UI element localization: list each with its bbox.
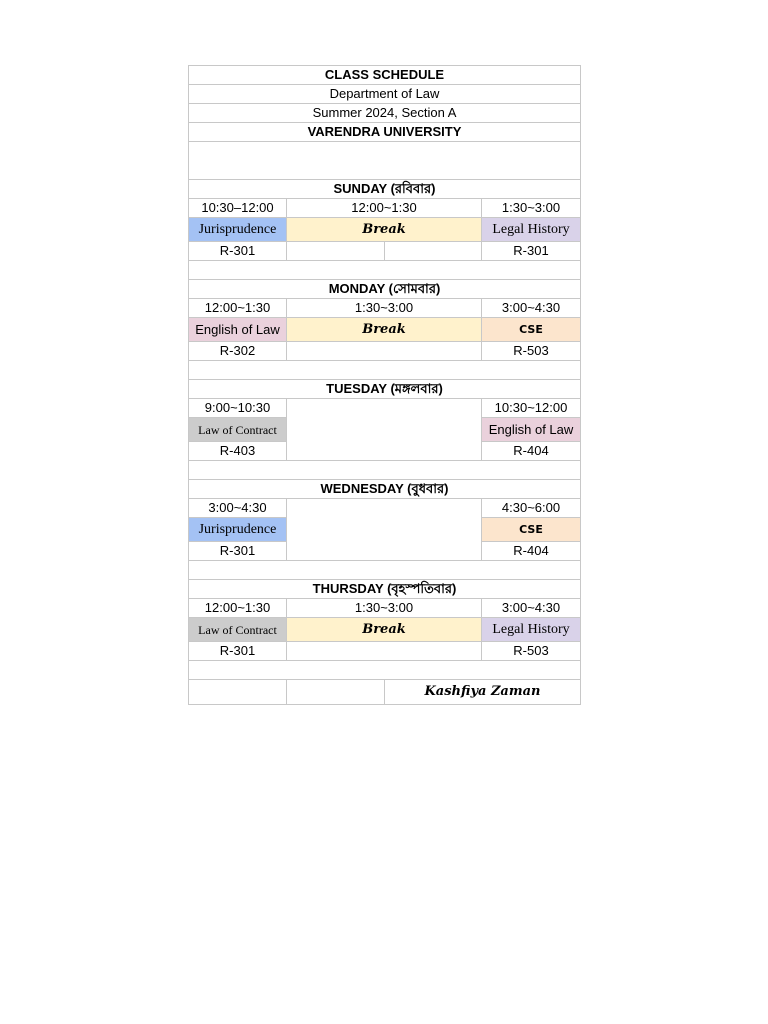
time-slot: 10:30~12:00 bbox=[482, 399, 581, 418]
time-slot: 12:00~1:30 bbox=[189, 299, 287, 318]
spacer-row bbox=[189, 361, 581, 380]
time-slot: 3:00~4:30 bbox=[482, 299, 581, 318]
time-slot: 1:30~3:00 bbox=[287, 299, 482, 318]
time-slot: 3:00~4:30 bbox=[482, 599, 581, 618]
subject-cell-jurisprudence: Jurisprudence bbox=[189, 218, 287, 242]
room-cell: R-301 bbox=[482, 242, 581, 261]
spacer-row bbox=[189, 461, 581, 480]
time-slot: 1:30~3:00 bbox=[287, 599, 482, 618]
day-heading-wednesday: WEDNESDAY (বুধবার) bbox=[189, 480, 581, 499]
time-slot: 3:00~4:30 bbox=[189, 499, 287, 518]
time-slot: 10:30–12:00 bbox=[189, 199, 287, 218]
room-cell: R-301 bbox=[189, 542, 287, 561]
room-cell: R-302 bbox=[189, 342, 287, 361]
subject-cell-english-of-law: English of Law bbox=[189, 318, 287, 342]
subject-cell-law-of-contract: Law of Contract bbox=[189, 618, 287, 642]
time-slot: 1:30~3:00 bbox=[482, 199, 581, 218]
department-name: Department of Law bbox=[189, 85, 581, 104]
subject-cell-legal-history: Legal History bbox=[482, 218, 581, 242]
subject-cell-cse: CSE bbox=[482, 318, 581, 342]
room-cell: R-404 bbox=[482, 542, 581, 561]
empty-block bbox=[287, 399, 482, 461]
break-cell: Break bbox=[287, 218, 482, 242]
room-cell-empty bbox=[287, 242, 385, 261]
time-slot: 4:30~6:00 bbox=[482, 499, 581, 518]
room-cell: R-301 bbox=[189, 642, 287, 661]
room-cell-empty bbox=[385, 242, 482, 261]
break-cell: Break bbox=[287, 318, 482, 342]
room-cell-empty bbox=[287, 642, 482, 661]
room-cell: R-403 bbox=[189, 442, 287, 461]
signature: Kashfiya Zaman bbox=[385, 680, 581, 705]
time-slot: 9:00~10:30 bbox=[189, 399, 287, 418]
subject-cell-english-of-law: English of Law bbox=[482, 418, 581, 442]
subject-cell-jurisprudence: Jurisprudence bbox=[189, 518, 287, 542]
time-slot: 12:00~1:30 bbox=[287, 199, 482, 218]
room-cell-empty bbox=[287, 342, 482, 361]
day-heading-monday: MONDAY (সোমবার) bbox=[189, 280, 581, 299]
subject-cell-law-of-contract: Law of Contract bbox=[189, 418, 287, 442]
blank-row bbox=[189, 142, 581, 180]
day-heading-sunday: SUNDAY (রবিবার) bbox=[189, 180, 581, 199]
day-heading-tuesday: TUESDAY (মঙ্গলবার) bbox=[189, 380, 581, 399]
time-slot: 12:00~1:30 bbox=[189, 599, 287, 618]
spacer-row bbox=[189, 261, 581, 280]
room-cell: R-503 bbox=[482, 642, 581, 661]
room-cell: R-503 bbox=[482, 342, 581, 361]
subject-cell-legal-history: Legal History bbox=[482, 618, 581, 642]
university-name: VARENDRA UNIVERSITY bbox=[189, 123, 581, 142]
spacer-row bbox=[189, 661, 581, 680]
subject-cell-cse: CSE bbox=[482, 518, 581, 542]
signature-blank-cell bbox=[287, 680, 385, 705]
empty-block bbox=[287, 499, 482, 561]
day-heading-thursday: THURSDAY (বৃহস্পতিবার) bbox=[189, 580, 581, 599]
room-cell: R-404 bbox=[482, 442, 581, 461]
spacer-row bbox=[189, 561, 581, 580]
term-section: Summer 2024, Section A bbox=[189, 104, 581, 123]
break-cell: Break bbox=[287, 618, 482, 642]
schedule-title: CLASS SCHEDULE bbox=[189, 66, 581, 85]
room-cell: R-301 bbox=[189, 242, 287, 261]
schedule-table bbox=[188, 65, 581, 705]
class-schedule-sheet bbox=[188, 65, 580, 705]
signature-blank-cell bbox=[189, 680, 287, 705]
